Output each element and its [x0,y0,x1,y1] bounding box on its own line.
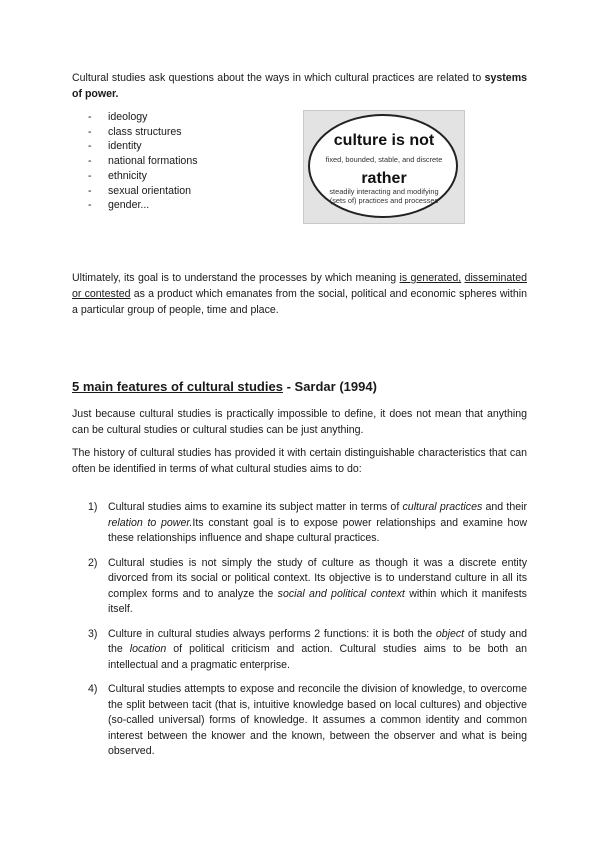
feature-item-2 [88,556,527,618]
intro-bold: systems of power. [72,72,527,100]
item-emphasis: object [435,627,465,640]
section-heading [72,379,377,394]
power-systems-list [88,110,198,213]
goal-post: as a product which emanates from the social, political and economic spheres within a particular group of people, time and place. [72,288,527,316]
list-item: - class structures [88,125,198,140]
list-item: - gender... [88,198,198,213]
culture-ellipse-graphic [304,111,464,223]
list-item: - ideology [88,110,198,125]
goal-underline-2: disseminated or contested [72,272,527,300]
feature-item-4 [88,682,527,760]
item-text: within which it manifests itself. [108,587,527,615]
item-text: Culture in cultural studies always performs 2 functions: it is both the [108,627,433,640]
item-text: of study and the [108,627,527,655]
features-list [88,500,527,769]
goal-pre: Ultimately, its goal is to understand the processes by which meaning [72,272,397,284]
item-emphasis: cultural practices [402,501,483,513]
paragraph-define: Just because cultural studies is practically impossible to define, it does not mean that anything can be cultural studies or cultural studies can be just anything. [72,408,527,436]
item-text: Cultural studies attempts to expose and reconcile the division of knowledge, to overcome the split between tacit (that is, intuitive knowledge based on local cultures) and objective (so-called universal) forms of knowledge. It assumes a common identity and common interest between the knower and the known, between the observer and what is being observed. [108,683,527,757]
item-number: 1) [88,501,98,513]
item-emphasis: social and political context [277,587,405,600]
item-number: 4) [88,683,98,695]
item-text: and their [485,501,528,513]
item-emphasis: relation to power. [108,516,193,529]
item-emphasis: location [129,643,167,655]
paragraph-history: The history of cultural studies has provided it with certain distinguishable characteristics that can often be identified in terms of what cultural studies aims to do: [72,447,527,475]
list-item: - national formations [88,154,198,169]
list-item: - ethnicity [88,169,198,184]
goal-underline-1: is generated, [399,272,462,284]
item-text: Cultural studies is not simply the study of culture as though it was a discrete entity divorced from its social or political context. Its objective is to understand culture in all its complex forms and to analyze the [108,556,527,600]
figure-rather: rather [361,170,407,187]
heading-title: 5 main features of cultural studies [72,379,283,394]
figure-line2: steadily interacting and modifying [329,187,439,196]
heading-suffix: - Sardar (1994) [286,379,377,394]
goal-paragraph [72,270,527,318]
item-text: Its constant goal is to expose power relationships and examine how these relationships influence and shape cultural practices. [108,516,527,544]
intro-text: Cultural studies ask questions about the ways in which cultural practices are related to [72,72,482,84]
item-text: of political criticism and action. Cultural studies aims to be both an intellectual and a pragmatic enterprise. [108,643,527,671]
figure-line3: (sets of) practices and processes [329,196,439,205]
item-text: Cultural studies aims to examine its subject matter in terms of [108,501,400,513]
feature-item-1 [88,500,527,547]
culture-figure [303,110,465,224]
item-number: 2) [88,556,98,569]
figure-line1: fixed, bounded, stable, and discrete [325,155,443,164]
list-item: - sexual orientation [88,184,198,199]
intro-paragraph [72,70,527,102]
feature-item-3 [88,627,527,674]
list-item: - identity [88,139,198,154]
figure-title: culture is not [333,132,435,149]
item-number: 3) [88,627,98,640]
